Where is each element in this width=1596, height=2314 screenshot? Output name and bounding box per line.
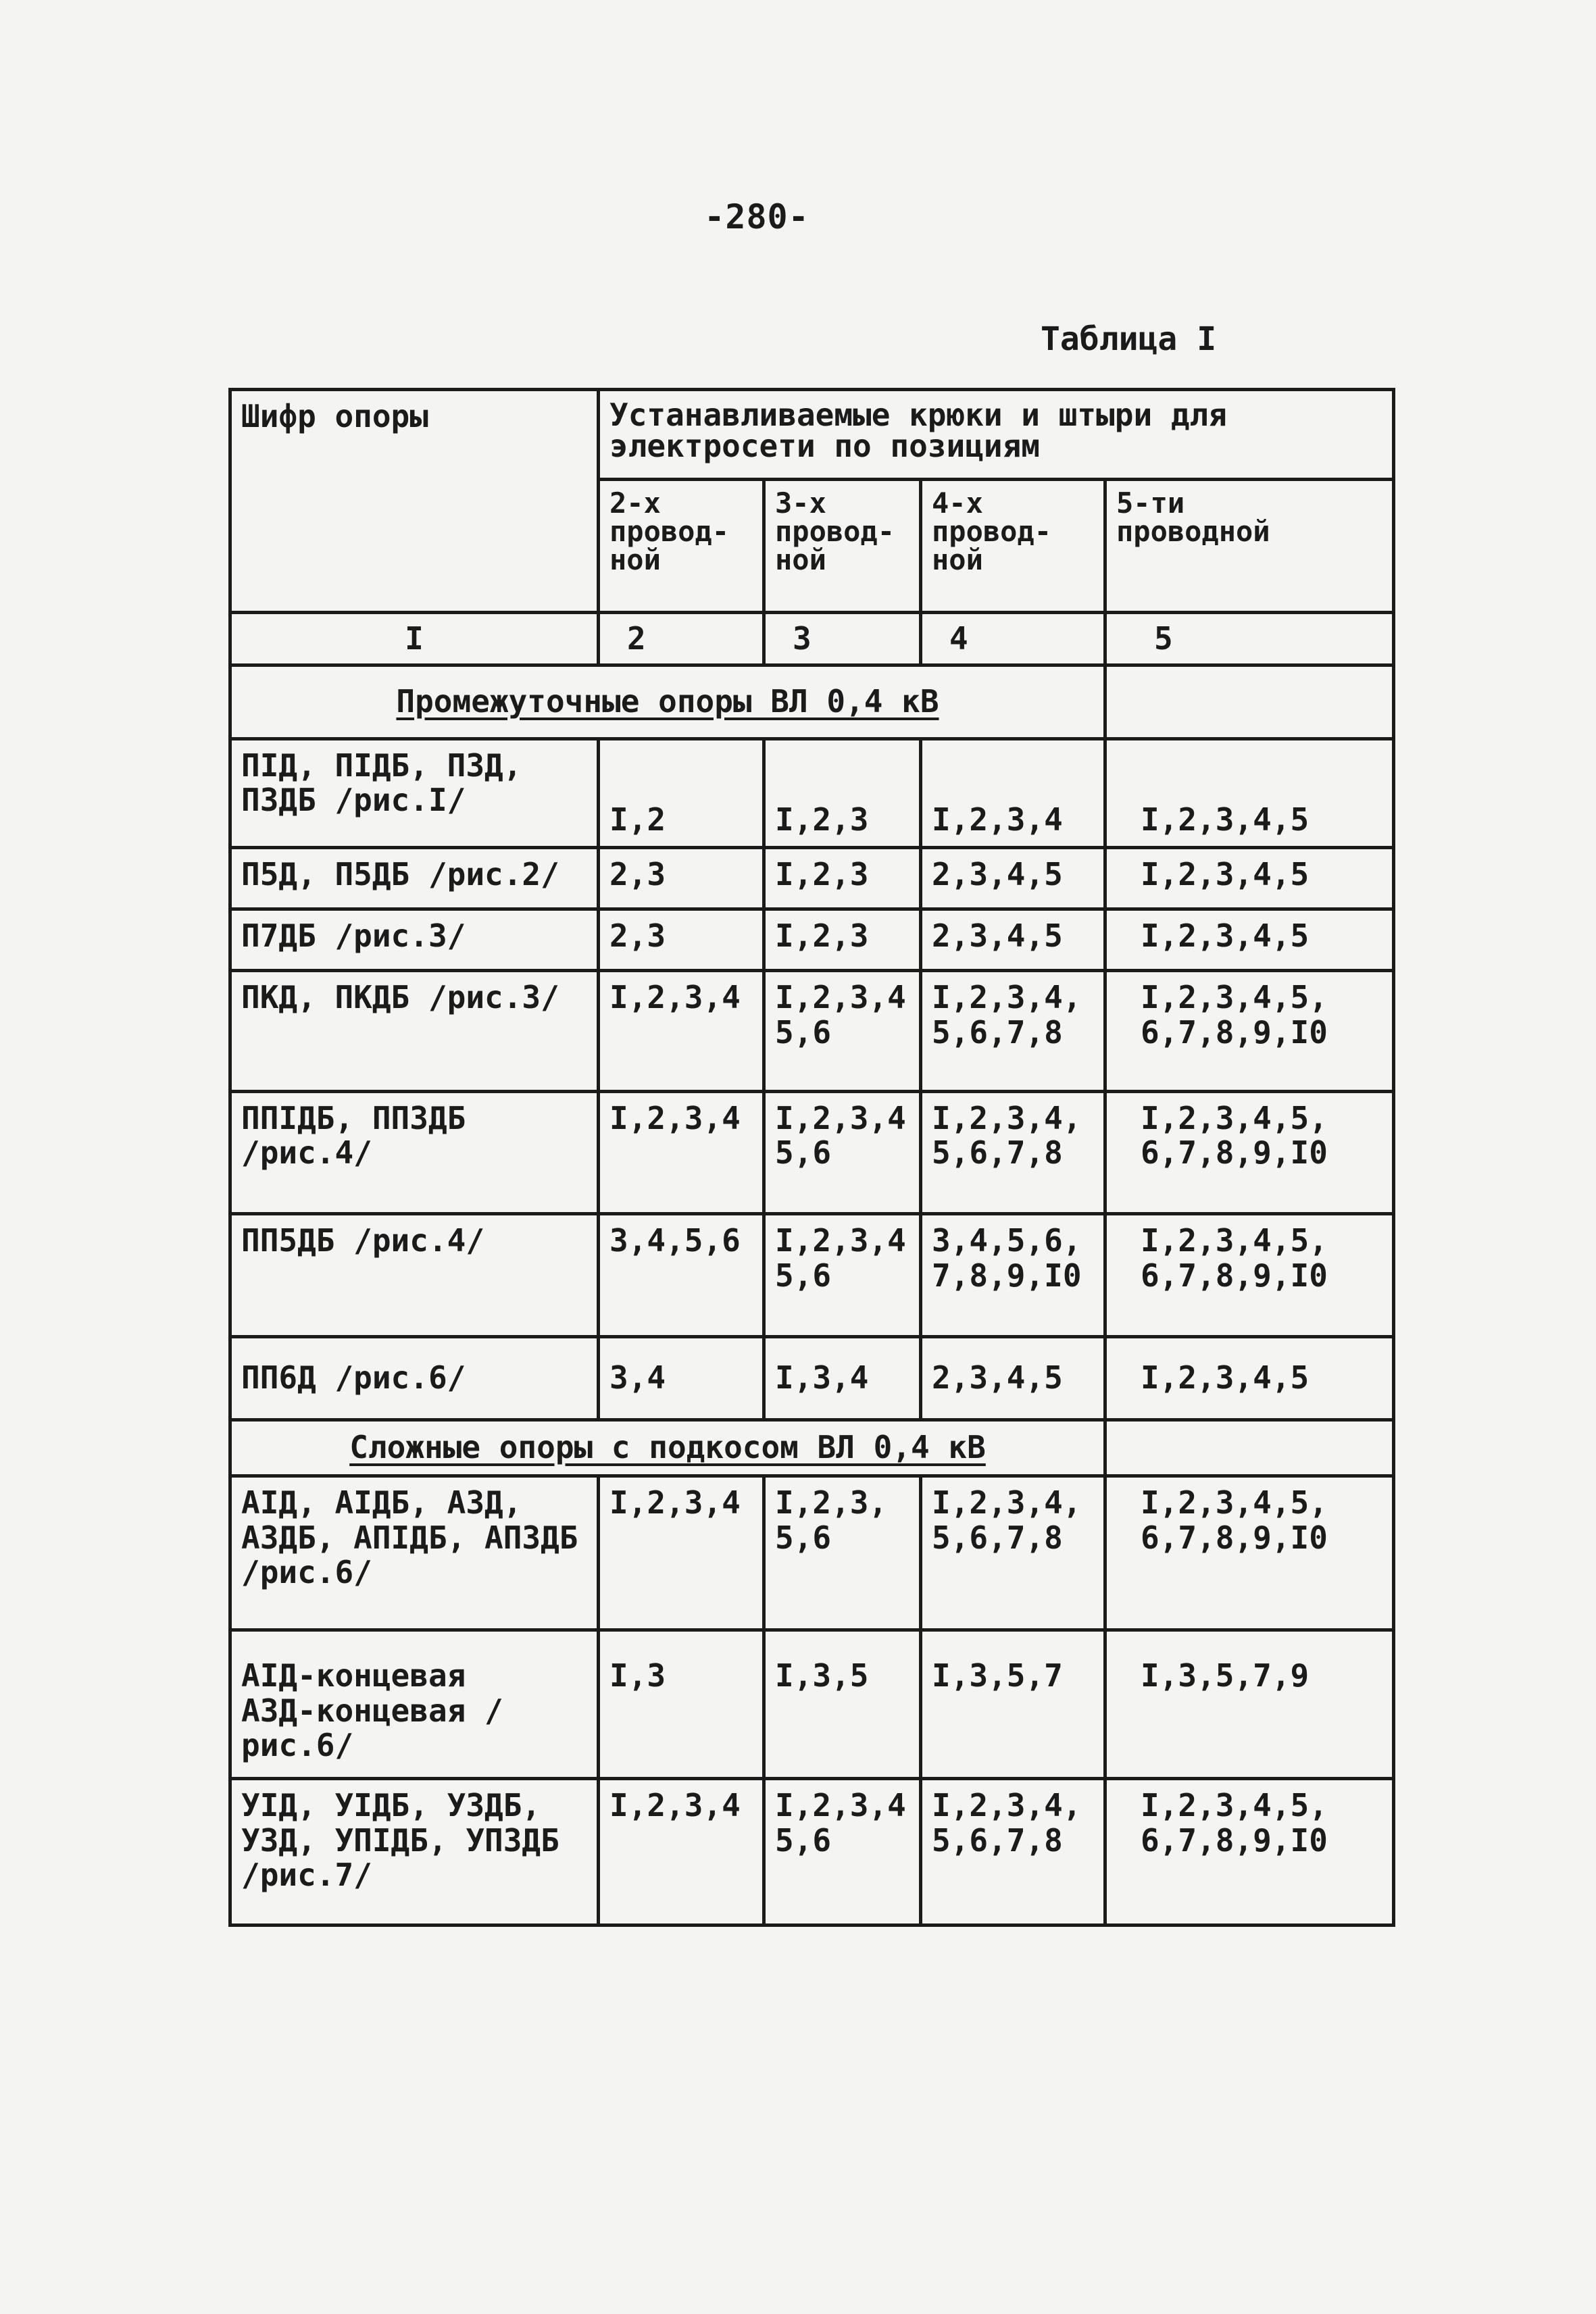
row-label: ПIД, ПIДБ, П3Д, П3ДБ /рис.I/ xyxy=(230,738,599,847)
value-3-wire: I,2,3,4 5,6 xyxy=(764,1778,921,1925)
value-3-wire: I,2,3, 5,6 xyxy=(764,1476,921,1630)
value-4-wire: 2,3,4,5 xyxy=(921,847,1105,909)
header-4-wire: 4-х провод- ной xyxy=(921,479,1105,612)
header-row-1 xyxy=(230,390,1394,480)
col-number-1: I xyxy=(230,613,599,665)
section-title-intermediate: Промежуточные опоры ВЛ 0,4 кВ xyxy=(230,665,1105,738)
value-5-wire: I,2,3,4,5, 6,7,8,9,I0 xyxy=(1105,971,1394,1092)
row-label: ПКД, ПКДБ /рис.3/ xyxy=(230,971,599,1092)
row-label: ППIДБ, ПП3ДБ /рис.4/ xyxy=(230,1091,599,1214)
support-table-frame xyxy=(228,388,1392,1927)
value-3-wire: I,3,5 xyxy=(764,1630,921,1779)
table-caption: Таблица I xyxy=(1041,320,1217,358)
table-row xyxy=(230,738,1394,847)
col-number-5: 5 xyxy=(1105,613,1394,665)
value-4-wire: I,3,5,7 xyxy=(921,1630,1105,1779)
header-2-wire: 2-х провод- ной xyxy=(599,479,764,612)
value-5-wire: I,2,3,4,5 xyxy=(1105,847,1394,909)
table-row xyxy=(230,1091,1394,1214)
value-4-wire: 2,3,4,5 xyxy=(921,1337,1105,1419)
value-2-wire: I,2,3,4 xyxy=(599,1476,764,1630)
row-label: ПП5ДБ /рис.4/ xyxy=(230,1214,599,1337)
table-row xyxy=(230,1476,1394,1630)
value-4-wire: 2,3,4,5 xyxy=(921,909,1105,971)
value-5-wire: I,2,3,4,5 xyxy=(1105,738,1394,847)
value-2-wire: I,3 xyxy=(599,1630,764,1779)
header-group-title: Устанавливаемые крюки и штыри для электросети по позициям xyxy=(599,390,1394,480)
section-empty-cell xyxy=(1105,665,1394,738)
section-title-row xyxy=(230,665,1394,738)
value-5-wire: I,2,3,4,5, 6,7,8,9,I0 xyxy=(1105,1476,1394,1630)
value-5-wire: I,2,3,4,5 xyxy=(1105,909,1394,971)
table-row xyxy=(230,1778,1394,1925)
col-number-2: 2 xyxy=(599,613,764,665)
table-row xyxy=(230,1630,1394,1779)
value-3-wire: I,2,3 xyxy=(764,909,921,971)
value-4-wire: I,2,3,4, 5,6,7,8 xyxy=(921,971,1105,1092)
table-row xyxy=(230,847,1394,909)
value-2-wire: I,2,3,4 xyxy=(599,971,764,1092)
value-5-wire: I,2,3,4,5 xyxy=(1105,1337,1394,1419)
row-label: П5Д, П5ДБ /рис.2/ xyxy=(230,847,599,909)
value-4-wire: I,2,3,4 xyxy=(921,738,1105,847)
value-3-wire: I,2,3,4 5,6 xyxy=(764,971,921,1092)
table-row xyxy=(230,1214,1394,1337)
value-5-wire: I,2,3,4,5, 6,7,8,9,I0 xyxy=(1105,1214,1394,1337)
row-label: УIД, УIДБ, У3ДБ, У3Д, УПIДБ, УП3ДБ /рис.7/ xyxy=(230,1778,599,1925)
value-4-wire: 3,4,5,6, 7,8,9,I0 xyxy=(921,1214,1105,1337)
section-empty-cell xyxy=(1105,1419,1394,1476)
value-4-wire: I,2,3,4, 5,6,7,8 xyxy=(921,1091,1105,1214)
value-2-wire: 3,4,5,6 xyxy=(599,1214,764,1337)
value-2-wire: 2,3 xyxy=(599,909,764,971)
value-2-wire: 3,4 xyxy=(599,1337,764,1419)
section-title-braced: Сложные опоры с подкосом ВЛ 0,4 кВ xyxy=(230,1419,1105,1476)
value-3-wire: I,2,3,4 5,6 xyxy=(764,1091,921,1214)
header-5-wire: 5-ти проводной xyxy=(1105,479,1394,612)
value-2-wire: I,2,3,4 xyxy=(599,1778,764,1925)
value-4-wire: I,2,3,4, 5,6,7,8 xyxy=(921,1476,1105,1630)
column-number-row xyxy=(230,613,1394,665)
table-row xyxy=(230,909,1394,971)
value-2-wire: I,2,3,4 xyxy=(599,1091,764,1214)
value-3-wire: I,2,3,4 5,6 xyxy=(764,1214,921,1337)
page-number: -280- xyxy=(704,197,809,236)
value-3-wire: I,2,3 xyxy=(764,738,921,847)
row-label: АIД, АIДБ, А3Д, А3ДБ, АПIДБ, АП3ДБ /рис.6/ xyxy=(230,1476,599,1630)
table-row xyxy=(230,1337,1394,1419)
row-label: АIД-концевая А3Д-концевая /рис.6/ xyxy=(230,1630,599,1779)
value-3-wire: I,3,4 xyxy=(764,1337,921,1419)
value-4-wire: I,2,3,4, 5,6,7,8 xyxy=(921,1778,1105,1925)
value-3-wire: I,2,3 xyxy=(764,847,921,909)
value-5-wire: I,3,5,7,9 xyxy=(1105,1630,1394,1779)
row-label: П7ДБ /рис.3/ xyxy=(230,909,599,971)
value-2-wire: 2,3 xyxy=(599,847,764,909)
support-table xyxy=(228,388,1395,1927)
value-5-wire: I,2,3,4,5, 6,7,8,9,I0 xyxy=(1105,1091,1394,1214)
col-number-4: 4 xyxy=(921,613,1105,665)
section-title-row xyxy=(230,1419,1394,1476)
value-2-wire: I,2 xyxy=(599,738,764,847)
row-label: ПП6Д /рис.6/ xyxy=(230,1337,599,1419)
value-5-wire: I,2,3,4,5, 6,7,8,9,I0 xyxy=(1105,1778,1394,1925)
table-row xyxy=(230,971,1394,1092)
header-3-wire: 3-х провод- ной xyxy=(764,479,921,612)
col-number-3: 3 xyxy=(764,613,921,665)
header-support-code: Шифр опоры xyxy=(230,390,599,613)
